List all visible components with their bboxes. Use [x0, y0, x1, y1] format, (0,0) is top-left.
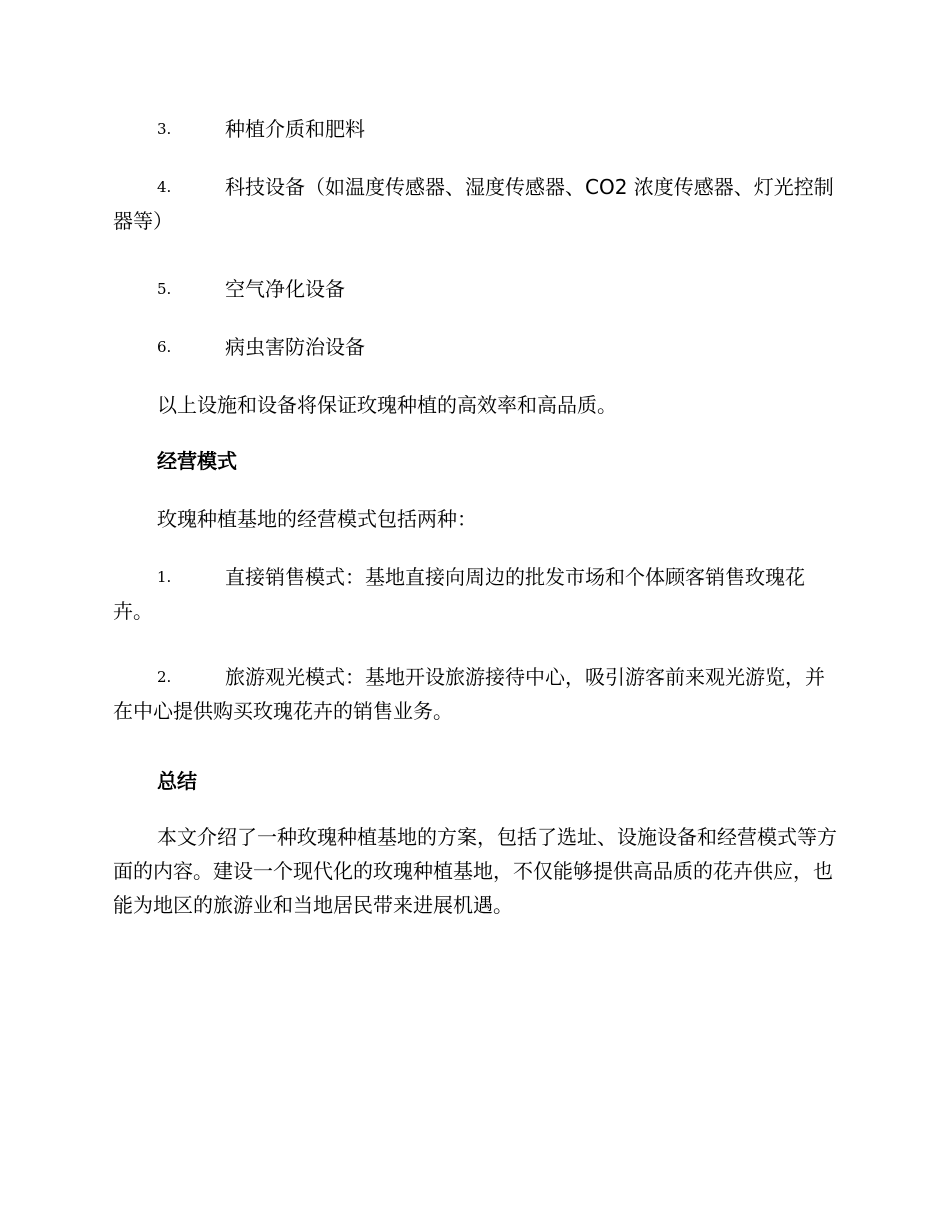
paragraph-text: 本文介绍了一种玫瑰种植基地的方案，包括了选址、设施设备和经营模式等方面的内容。建设一个现代化的玫瑰种植基地，不仅能够提供高品质的花卉供应，也能为地区的旅游业和当地居民带来进展机遇。	[113, 825, 837, 917]
paragraph-facilities	[113, 388, 843, 422]
list-item-number: 4.	[157, 178, 172, 196]
paragraph-text: 玫瑰种植基地的经营模式包括两种：	[157, 507, 477, 531]
list-item-number: 2.	[157, 668, 172, 686]
list-item	[113, 560, 843, 628]
section-heading-summary	[113, 764, 843, 798]
list-item-number: 3.	[157, 120, 172, 138]
list-item-number: 6.	[157, 338, 172, 356]
list-item-text: 科技设备（如温度传感器、湿度传感器、CO2 浓度传感器、灯光控制器等）	[113, 175, 834, 233]
list-item-text: 直接销售模式：基地直接向周边的批发市场和个体顾客销售玫瑰花卉。	[113, 565, 805, 623]
list-item-text: 空气净化设备	[225, 277, 345, 301]
list-item	[113, 330, 843, 364]
heading-text: 总结	[157, 769, 197, 793]
list-item	[113, 660, 843, 728]
section-heading-business	[113, 444, 843, 478]
list-item	[113, 272, 843, 306]
list-item-text: 病虫害防治设备	[225, 335, 365, 359]
paragraph-business-intro	[113, 502, 843, 536]
heading-text: 经营模式	[157, 449, 237, 473]
list-item-text: 旅游观光模式：基地开设旅游接待中心，吸引游客前来观光游览，并在中心提供购买玫瑰花卉的销售业务。	[113, 665, 825, 723]
list-item-text: 种植介质和肥料	[225, 117, 365, 141]
list-item	[113, 170, 843, 238]
list-item	[113, 112, 843, 146]
list-item-number: 5.	[157, 280, 172, 298]
list-item-number: 1.	[157, 568, 172, 586]
paragraph-text: 以上设施和设备将保证玫瑰种植的高效率和高品质。	[157, 393, 617, 417]
paragraph-summary	[113, 820, 843, 922]
